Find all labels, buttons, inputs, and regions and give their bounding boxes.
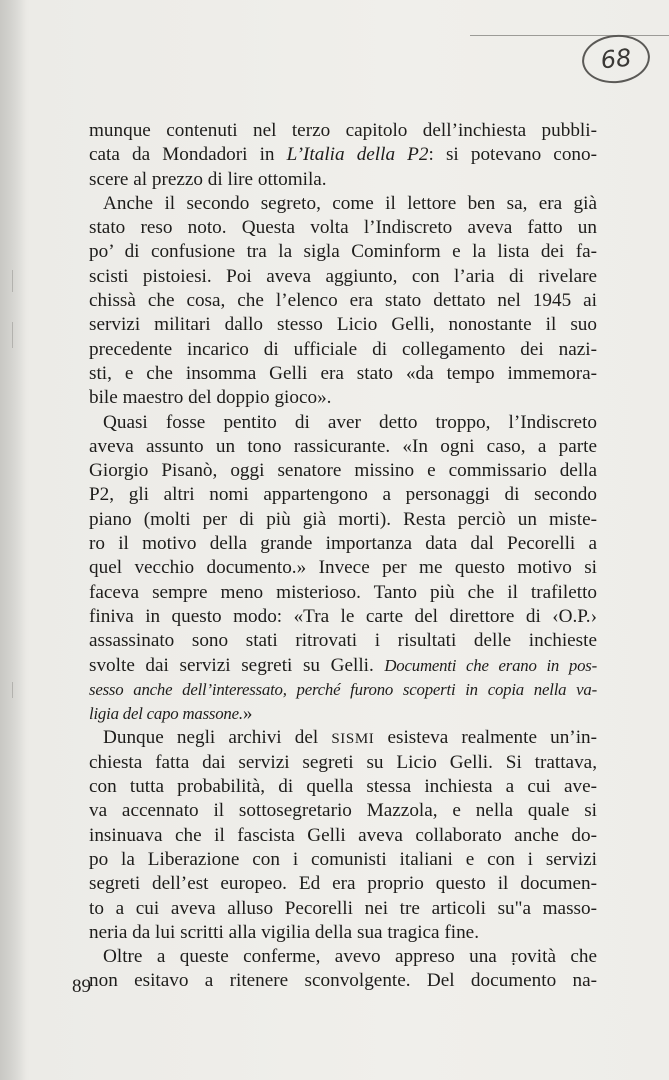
text-line: Quasi fosse pentito di aver detto troppo, l’Indiscreto — [103, 411, 597, 433]
text-line: stato reso noto. Questa volta l’Indiscreto aveva fatto un — [89, 217, 597, 239]
text-line: va accennato il sottosegretario Mazzola, e nella quale si — [89, 800, 597, 822]
text-line: assassinato sono stati ritrovati i risultati delle inchieste — [89, 630, 597, 652]
text-line — [89, 654, 597, 678]
text-span: cata da Mondadori in — [89, 144, 287, 166]
text-line: con tutta probabilità, di quella stessa inchiesta a cui ave- — [89, 776, 597, 798]
text-line: neria da lui scritti alla vigilia della sua tragica fine. — [89, 921, 479, 943]
emphasis-span: SISMI — [331, 731, 375, 748]
text-line: insinuava che il fascista Gelli aveva collaborato anche do- — [89, 824, 597, 846]
text-line: servizi militari dallo stesso Licio Gelli, nonostante il suo — [89, 314, 597, 336]
text-span: » — [242, 703, 253, 725]
text-line: Anche il secondo segreto, come il lettore ben sa, era già — [103, 192, 597, 214]
emphasis-span: L’Italia della P2 — [286, 144, 429, 166]
body-text — [89, 119, 597, 994]
margin-mark — [12, 322, 13, 348]
text-line: chissà che cosa, che l’elenco era stato dettato nel 1945 ai — [89, 290, 597, 312]
text-line — [89, 726, 597, 750]
text-line: faceva sempre meno misterioso. Tanto più che il trafiletto — [89, 581, 597, 603]
page-gutter-shadow — [0, 0, 26, 1080]
text-line — [89, 678, 597, 702]
text-line: scisti pistoiesi. Poi aveva aggiunto, con l’aria di rivelare — [89, 265, 597, 287]
emphasis-span: ligia del capo massone. — [89, 704, 243, 724]
text-line: finiva in questo modo: «Tra le carte del direttore di ‹O.P.› — [89, 605, 597, 627]
text-line: segreti dell’est europeo. Ed era proprio questo il documen- — [89, 873, 597, 895]
text-span: svolte dai servizi segreti su Gelli. — [89, 654, 385, 676]
page-number: 89 — [72, 976, 91, 997]
text-line: bile maestro del doppio gioco». — [89, 387, 332, 409]
text-line: non esitavo a ritenere sconvolgente. Del documento na- — [89, 970, 597, 992]
text-line: to a cui aveva alluso Pecorelli nei tre articoli su"a masso- — [89, 897, 597, 919]
margin-mark — [12, 682, 13, 698]
handwritten-page-mark: 68 — [580, 32, 653, 87]
top-edge-rule — [470, 35, 669, 36]
text-line: aveva assunto un tono rassicurante. «In ogni caso, a parte — [89, 435, 597, 457]
text-line — [89, 143, 597, 167]
text-line: munque contenuti nel terzo capitolo dell’inchiesta pubbli- — [89, 120, 597, 141]
text-line: P2, gli altri nomi appartengono a personaggi di secondo — [89, 484, 597, 506]
text-line: po’ di confusione tra la sigla Cominform e la lista dei fa- — [89, 241, 597, 263]
margin-mark — [12, 270, 13, 292]
text-span: Dunque negli archivi del — [103, 727, 332, 749]
text-line: piano (molti per di più già morti). Resta perciò un miste- — [89, 508, 597, 530]
text-line — [89, 702, 597, 726]
text-line: Giorgio Pisanò, oggi senatore missino e commissario della — [89, 460, 597, 482]
text-span: : si potevano cono- — [428, 144, 597, 166]
text-line: quel vecchio documento.» Invece per me questo motivo si — [89, 557, 597, 579]
text-line: chiesta fatta dai servizi segreti su Licio Gelli. Si trattava, — [89, 751, 597, 773]
emphasis-span: Documenti che erano in pos- — [384, 655, 598, 675]
text-line: ro il motivo della grande importanza data dal Pecorelli a — [89, 533, 597, 555]
text-line: Oltre a queste conferme, avevo appreso una ṛovità che — [103, 946, 597, 968]
text-line: scere al prezzo di lire ottomila. — [89, 168, 327, 190]
emphasis-span: sesso anche dell’interessato, perché furono scoperti in copia nella va- — [89, 679, 597, 699]
text-line: precedente incarico di ufficiale di collegamento dei nazi- — [89, 338, 597, 360]
text-line: sti, e che insomma Gelli era stato «da tempo immemora- — [89, 362, 597, 384]
text-span: esisteva realmente un’in- — [374, 727, 598, 749]
text-line: po la Liberazione con i comunisti italiani e con i servizi — [89, 848, 597, 870]
